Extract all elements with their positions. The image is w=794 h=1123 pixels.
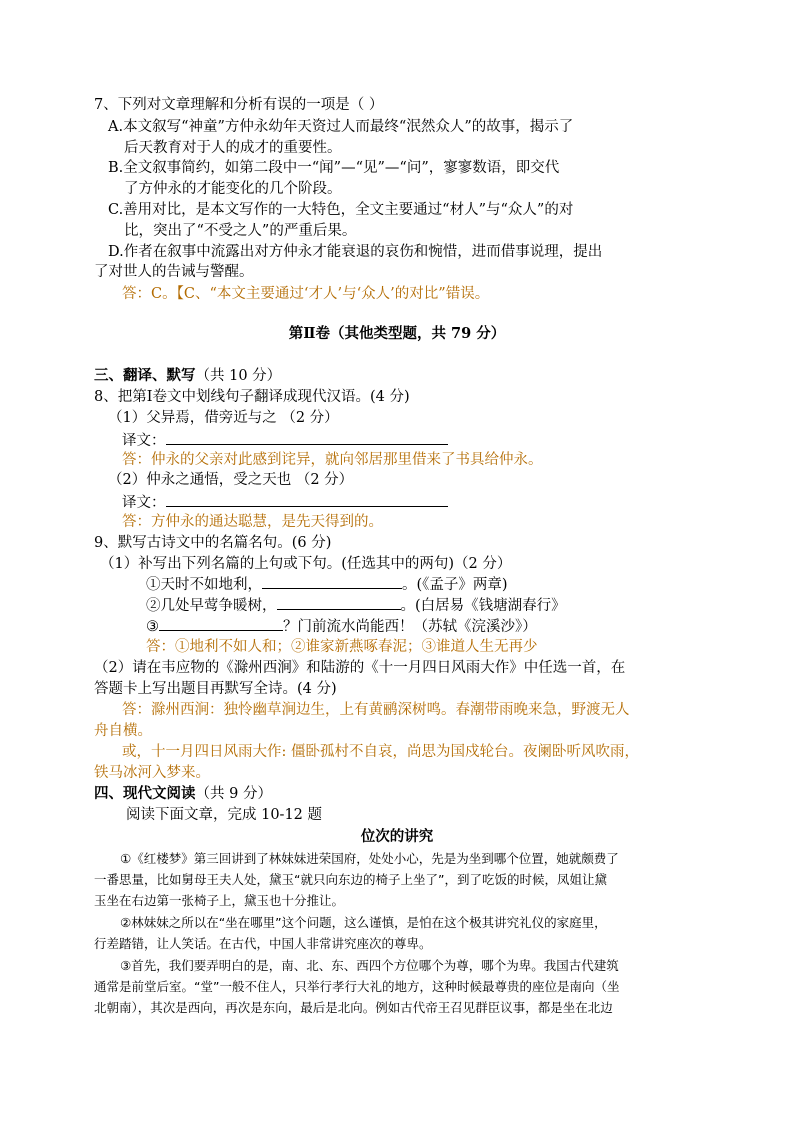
article-p2-line1: ②林妹妹之所以在“坐在哪里”这个问题，这么谨慎，是怕在这个极其讲究礼仪的家庭里， [120,915,607,930]
section4-score: （共 9 分） [195,786,272,802]
q8-answer2: 答：方仲永的通达聪慧，是先天得到的。 [122,514,383,530]
q7-option-b-line2: 了方仲永的才能变化的几个阶段。 [124,181,342,197]
article-title: 位次的讲究 [360,828,434,845]
q8-sentence1: （1）父异焉，借旁近与之 （2 分） [108,410,339,426]
article-p1-line1: ①《红楼梦》第三回讲到了林妹妹进荣国府，处处小心，先是为坐到哪个位置，她就颇费了 [120,851,619,866]
q9-item2-prompt: ②几处早莺争暖树， [146,598,277,614]
section3-score: （共 10 分） [195,368,282,384]
q9-item3-source: ？门前流水尚能西！（苏轼《浣溪沙》） [283,619,537,635]
q9-item2 [146,595,566,616]
section4-heading [94,784,272,804]
section3-heading [94,366,281,386]
q7-option-c-line1: C.善用对比，是本文写作的一大特色，全文主要通过“材人”与“众人”的对 [108,202,574,218]
q9-item1 [146,574,508,595]
q7-option-d-line1: D.作者在叙事中流露出对方仲永才能衰退的哀伤和惋惜，进而借事说理，提出 [108,244,603,260]
q9-answer2-line1: 答：滁州西涧：独怜幽草涧边生，上有黄鹂深树鸣。春潮带雨晚来急，野渡无人 [122,702,630,718]
q9-item2-blank[interactable] [277,595,401,610]
section4-title: 四、现代文阅读 [94,785,196,802]
q7-option-d-line2: 了对世人的告诫与警醒。 [94,264,254,280]
q9-answer2-line3: 或，十一月四日风雨大作: 僵卧孤村不自哀，尚思为国戍轮台。夜阑卧听风吹雨， [122,744,639,760]
q8-translation1-blank[interactable] [166,430,448,445]
q8-translation2-row [122,492,448,513]
article-p3-line2: 通常是前堂后室。“堂”一般不住人，只举行孝行大礼的地方，这种时候最尊贵的座位是南向（坐 [94,979,620,994]
q9-item1-source: 。(《孟子》两章) [402,577,508,593]
q8-translation1-label: 译文： [122,433,166,449]
q7-answer: 答：C。【C、“本文主要通过‘才人’与‘众人’的对比”错误。 [122,286,490,302]
q9-part1: （1）补写出下列名篇的上句或下句。(任选其中的两句)（2 分） [100,556,512,572]
q7-option-c-line2: 比，突出了“不受之人”的严重后果。 [124,223,357,239]
q9-part2-line2: 答题卡上写出题目再默写全诗。(4 分) [94,681,337,697]
q9-part2-line1: （2）请在韦应物的《滁州西涧》和陆游的《十一月四日风雨大作》中任选一首，在 [94,660,626,676]
q9-item3 [146,616,537,637]
q8-answer1: 答：仲永的父亲对此感到诧异，就向邻居那里借来了书具给仲永。 [122,452,543,468]
q9-item2-source: 。(白居易《钱塘湖春行》 [400,598,566,614]
article-p3-line1: ③首先，我们要弄明白的是，南、北、东、西四个方位哪个为尊，哪个为卑。我国古代建筑 [120,958,619,973]
q9-item3-prompt: ③ [146,619,159,635]
part2-title: 第Ⅱ卷（其他类型题，共 79 分） [288,325,506,342]
q7-option-a-line1: A.本文叙写“神童”方仲永幼年天资过人而最终“泯然众人”的故事，揭示了 [108,119,574,135]
section4-intro: 阅读下面文章，完成 10-12 题 [126,807,323,823]
article-p1-line2: 一番思量，比如舅母王夫人处，黛玉“就只向东边的椅子上坐了”，到了吃饭的时候，凤姐让黛 [94,872,607,887]
q7-stem: 7、下列对文章理解和分析有误的一项是（ ） [94,97,384,113]
article-p1-line3: 玉坐在右边第一张椅子上，黛玉也十分推让。 [94,893,345,908]
q7-option-b-line1: B.全文叙事简约，如第二段中一“闻”—“见”—“问”，寥寥数语，即交代 [108,160,560,176]
q9-answer2-line2: 舟自横。 [94,723,152,739]
q8-translation1-row [122,430,448,451]
q8-sentence2: （2）仲永之通悟，受之天也 （2 分） [108,472,354,488]
q8-translation2-blank[interactable] [166,492,448,507]
q8-translation2-label: 译文： [122,495,166,511]
q7-option-a-line2: 后天教育对于人的成才的重要性。 [124,140,342,156]
q9-item3-blank[interactable] [159,616,283,631]
q9-answer2-line4: 铁马冰河入梦来。 [94,765,210,781]
q8-stem: 8、把第Ⅰ卷文中划线句子翻译成现代汉语。(4 分) [94,389,410,405]
article-p2-line2: 行差踏错，让人笑话。在古代，中国人非常讲究座次的尊卑。 [94,936,432,951]
section3-title: 三、翻译、默写 [94,367,196,384]
q9-stem: 9、默写古诗文中的名篇名句。(6 分) [94,535,332,551]
q9-item1-prompt: ①天时不如地利， [146,577,262,593]
q9-answer1: 答：①地利不如人和；②谁家新燕啄春泥；③谁道人生无再少 [146,639,538,655]
article-p3-line3: 北朝南），其次是西向，再次是东向，最后是北向。例如古代帝王召见群臣议事，都是坐在北边 [94,1000,613,1015]
q9-item1-blank[interactable] [262,574,402,589]
